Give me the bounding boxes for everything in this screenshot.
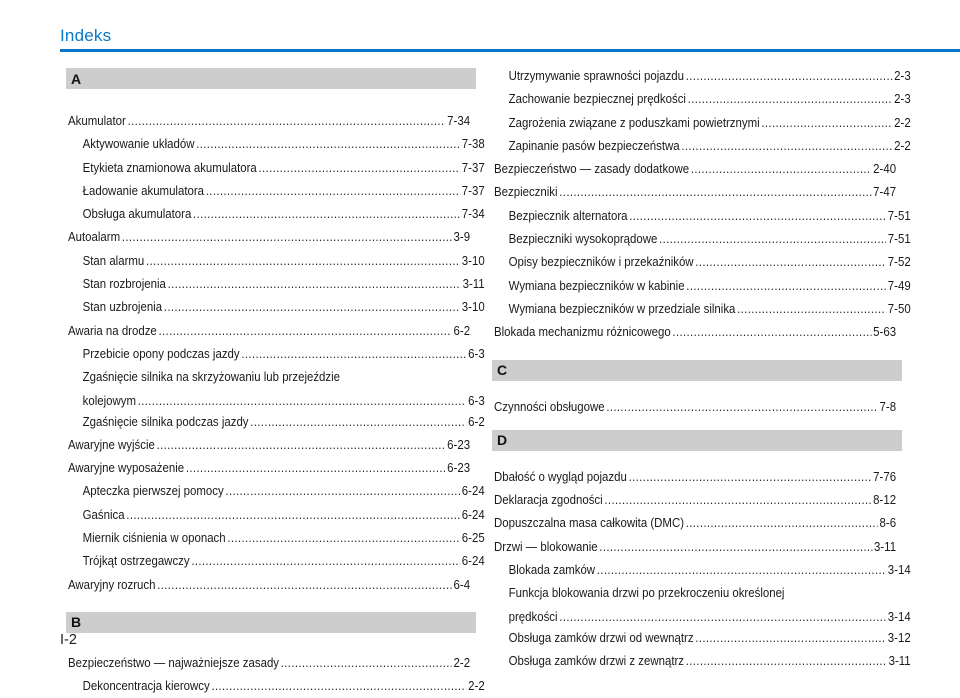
entry-label: Wymiana bezpieczników w przedziale silnika: [508, 300, 736, 316]
index-subentry[interactable]: [68, 479, 485, 502]
entry-page: 8-12: [873, 492, 897, 508]
entry-label: Zapinanie pasów bezpieczeństwa: [508, 137, 680, 153]
index-subentry[interactable]: [494, 204, 911, 227]
entry-label: Stan alarmu: [82, 252, 145, 268]
index-subentry[interactable]: [494, 274, 911, 297]
index-subentry[interactable]: [68, 503, 485, 526]
entry-label: Drzwi — blokowanie: [494, 538, 598, 554]
entry-label: Etykieta znamionowa akumulatora: [82, 159, 257, 175]
leader-dots: [241, 342, 466, 365]
index-subentry[interactable]: [494, 558, 911, 581]
index-subentry[interactable]: [68, 526, 485, 549]
entry-label: Zagrożenia związane z poduszkami powietrznymi: [508, 114, 760, 130]
index-subentry[interactable]: [68, 179, 485, 202]
entry-page: 6-24: [461, 506, 485, 522]
index-subentry[interactable]: [494, 111, 911, 134]
index-entry[interactable]: [494, 535, 896, 558]
leader-dots: [672, 320, 871, 343]
entry-label: Awaria na drodze: [68, 322, 157, 338]
leader-dots: [597, 558, 886, 581]
leader-dots: [659, 227, 886, 250]
entry-label: Miernik ciśnienia w oponach: [82, 530, 226, 546]
entry-label: Utrzymywanie sprawności pojazdu: [508, 68, 685, 83]
leader-dots: [686, 64, 893, 87]
index-subentry[interactable]: [494, 64, 911, 87]
index-entry[interactable]: [494, 395, 896, 418]
entry-page: 5-63: [873, 324, 897, 340]
leader-dots: [606, 395, 877, 418]
leader-dots: [168, 272, 461, 295]
leader-dots: [629, 204, 886, 227]
entry-page: 3-10: [461, 299, 485, 315]
entry-label: Zgaśnięcie silnika podczas jazdy: [82, 413, 249, 429]
index-entry[interactable]: [68, 319, 470, 342]
entry-page: 7-49: [887, 277, 911, 293]
index-column-right: [494, 64, 911, 672]
leader-dots: [691, 157, 872, 180]
entry-label: Awaryjne wyposażenie: [68, 460, 185, 476]
index-subentry[interactable]: [494, 649, 911, 672]
leader-dots: [686, 274, 886, 297]
index-subentry[interactable]: [494, 87, 911, 110]
leader-dots: [186, 456, 446, 479]
entry-page: 7-37: [461, 159, 485, 175]
leader-dots: [737, 297, 886, 320]
index-entry[interactable]: [494, 157, 896, 180]
entry-page: 6-2: [468, 413, 485, 429]
entry-page: 7-34: [461, 206, 485, 222]
leader-dots: [599, 535, 872, 558]
index-entry[interactable]: [494, 465, 896, 488]
section-header-c: C: [492, 360, 902, 381]
entry-label: Dekoncentracja kierowcy: [82, 678, 210, 694]
leader-dots: [559, 180, 871, 203]
leader-dots: [761, 111, 892, 134]
entry-label: Obsługa akumulatora: [82, 206, 192, 222]
entry-label: Czynności obsługowe: [494, 398, 605, 414]
leader-dots: [686, 511, 878, 534]
leader-dots: [629, 465, 872, 488]
entry-page: 6-24: [461, 483, 485, 499]
leader-dots: [681, 134, 892, 157]
entry-page: 7-38: [461, 136, 485, 152]
index-entry[interactable]: [494, 511, 896, 534]
index-subentry[interactable]: [68, 549, 485, 572]
entry-label: Obsługa zamków drzwi z zewnątrz: [508, 652, 685, 668]
index-subentry[interactable]: [494, 602, 911, 625]
entry-label: Wymiana bezpieczników w kabinie: [508, 277, 685, 293]
index-subentry[interactable]: [494, 227, 911, 250]
entry-page: 6-3: [468, 345, 485, 361]
leader-dots: [695, 626, 886, 649]
index-subentry[interactable]: [68, 386, 485, 409]
index-subentry[interactable]: [494, 297, 911, 320]
index-subentry[interactable]: [494, 626, 911, 649]
entry-page: 6-3: [468, 392, 485, 408]
index-subentry[interactable]: [494, 250, 911, 273]
index-entry[interactable]: [494, 320, 896, 343]
entry-label: Autoalarm: [68, 229, 121, 245]
entry-page: 7-8: [879, 398, 897, 414]
index-entry[interactable]: [68, 433, 470, 456]
entry-label: Stan rozbrojenia: [82, 276, 166, 292]
leader-dots: [157, 573, 452, 596]
entry-label: Awaryjne wyjście: [68, 436, 155, 452]
index-column-left: [68, 68, 485, 698]
entry-page: 2-2: [894, 137, 911, 153]
entry-label: Zachowanie bezpiecznej prędkości: [508, 91, 686, 107]
entry-page: 7-47: [873, 184, 897, 200]
leader-dots: [164, 295, 460, 318]
entry-page: 3-14: [887, 562, 911, 578]
entry-page: 2-2: [894, 114, 911, 130]
index-entry[interactable]: [68, 109, 470, 132]
entry-label: Blokada zamków: [508, 562, 596, 578]
leader-dots: [206, 179, 460, 202]
entry-label: Dopuszczalna masa całkowita (DMC): [494, 515, 685, 531]
leader-dots: [196, 132, 460, 155]
index-entry[interactable]: [494, 180, 896, 203]
index-subentry[interactable]: [68, 295, 485, 318]
leader-dots: [281, 651, 452, 674]
section-header-d: D: [492, 430, 902, 451]
leader-dots: [559, 602, 886, 625]
leader-dots: [250, 410, 466, 433]
entry-label: Gaśnica: [82, 506, 125, 522]
header-divider: [60, 49, 960, 52]
leader-dots: [604, 488, 871, 511]
index-subentry[interactable]: [68, 249, 485, 272]
leader-dots: [191, 549, 460, 572]
index-subentry[interactable]: [68, 342, 485, 365]
entry-page: 2-2: [453, 654, 471, 670]
page-number: I-2: [60, 632, 77, 648]
entry-label: Apteczka pierwszej pomocy: [82, 483, 224, 499]
index-subentry[interactable]: [68, 132, 485, 155]
section-header-a: A: [66, 68, 476, 89]
leader-dots: [157, 433, 446, 456]
leader-dots: [122, 225, 452, 248]
entry-label: Blokada mechanizmu różnicowego: [494, 324, 671, 340]
page-header-title: Indeks: [60, 26, 112, 45]
leader-dots: [138, 386, 467, 409]
entry-page: 7-76: [873, 468, 897, 484]
entry-label: Bezpieczniki: [494, 184, 558, 200]
entry-page: 7-51: [887, 231, 911, 247]
leader-dots: [126, 503, 460, 526]
leader-dots: [159, 319, 452, 342]
entry-page: 2-3: [894, 91, 911, 107]
entry-page: 7-50: [887, 300, 911, 316]
index-entry[interactable]: [68, 573, 470, 596]
leader-dots: [211, 674, 466, 697]
entry-label: kolejowym: [82, 392, 137, 408]
entry-label: Bezpiecznik alternatora: [508, 207, 628, 223]
entry-label: Trójkąt ostrzegawczy: [82, 553, 190, 569]
entry-label: Aktywowanie układów: [82, 136, 195, 152]
leader-dots: [193, 202, 460, 225]
entry-page: 3-9: [453, 229, 471, 245]
index-entry[interactable]: [494, 488, 896, 511]
leader-dots: [225, 479, 460, 502]
index-subentry[interactable]: [68, 674, 485, 697]
section-header-b: B: [66, 612, 476, 633]
leader-dots: [686, 649, 887, 672]
leader-dots: [146, 249, 460, 272]
entry-page: 3-11: [462, 276, 485, 292]
entry-page: 3-14: [887, 608, 911, 624]
entry-label: Dbałość o wygląd pojazdu: [494, 468, 627, 484]
entry-page: 2-3: [894, 68, 911, 83]
index-subentry[interactable]: [494, 134, 911, 157]
leader-dots: [688, 87, 893, 110]
entry-label: Deklaracja zgodności: [494, 492, 603, 508]
entry-label: Przebicie opony podczas jazdy: [82, 345, 240, 361]
entry-label: Opisy bezpieczników i przekaźników: [508, 254, 694, 270]
index-subentry[interactable]: [68, 202, 485, 225]
entry-page: 7-37: [461, 182, 485, 198]
index-subentry[interactable]: [68, 272, 485, 295]
leader-dots: [128, 109, 446, 132]
entry-page: 2-40: [873, 161, 897, 177]
entry-label: Awaryjny rozruch: [68, 576, 156, 592]
entry-label: Bezpieczeństwo — zasady dodatkowe: [494, 161, 690, 177]
entry-page: 6-25: [461, 530, 485, 546]
entry-page: 7-34: [447, 113, 471, 128]
entry-label: Obsługa zamków drzwi od wewnątrz: [508, 629, 694, 645]
entry-page: 6-24: [461, 553, 485, 569]
entry-page: 6-23: [447, 460, 471, 476]
index-subentry[interactable]: [68, 156, 485, 179]
entry-label: Ładowanie akumulatora: [82, 182, 205, 198]
leader-dots: [695, 250, 886, 273]
entry-page: 6-4: [453, 576, 471, 592]
entry-page: 6-2: [453, 322, 471, 338]
index-subentry[interactable]: [68, 410, 485, 433]
entry-label: prędkości: [508, 608, 558, 624]
entry-page: 3-10: [461, 252, 485, 268]
entry-page: 7-52: [887, 254, 911, 270]
entry-label: Bezpieczniki wysokoprądowe: [508, 231, 658, 247]
entry-page: 2-2: [468, 678, 485, 694]
index-subentry-first-line[interactable]: Funkcja blokowania drzwi po przekroczeniu określonej: [508, 585, 785, 601]
index-entry[interactable]: [68, 225, 470, 248]
entry-page: 7-51: [887, 207, 911, 223]
index-subentry-first-line[interactable]: Zgaśnięcie silnika na skrzyżowaniu lub przejeździe: [82, 369, 341, 385]
entry-label: Stan uzbrojenia: [82, 299, 163, 315]
entry-page: 3-12: [887, 629, 911, 645]
entry-page: 3-11: [888, 652, 911, 668]
leader-dots: [259, 156, 461, 179]
leader-dots: [227, 526, 460, 549]
index-entry[interactable]: [68, 651, 470, 674]
entry-page: 3-11: [874, 538, 897, 554]
entry-label: Bezpieczeństwo — najważniejsze zasady: [68, 654, 280, 670]
entry-label: Akumulator: [68, 113, 126, 128]
entry-page: 8-6: [879, 515, 897, 531]
index-entry[interactable]: [68, 456, 470, 479]
entry-page: 6-23: [447, 436, 471, 452]
